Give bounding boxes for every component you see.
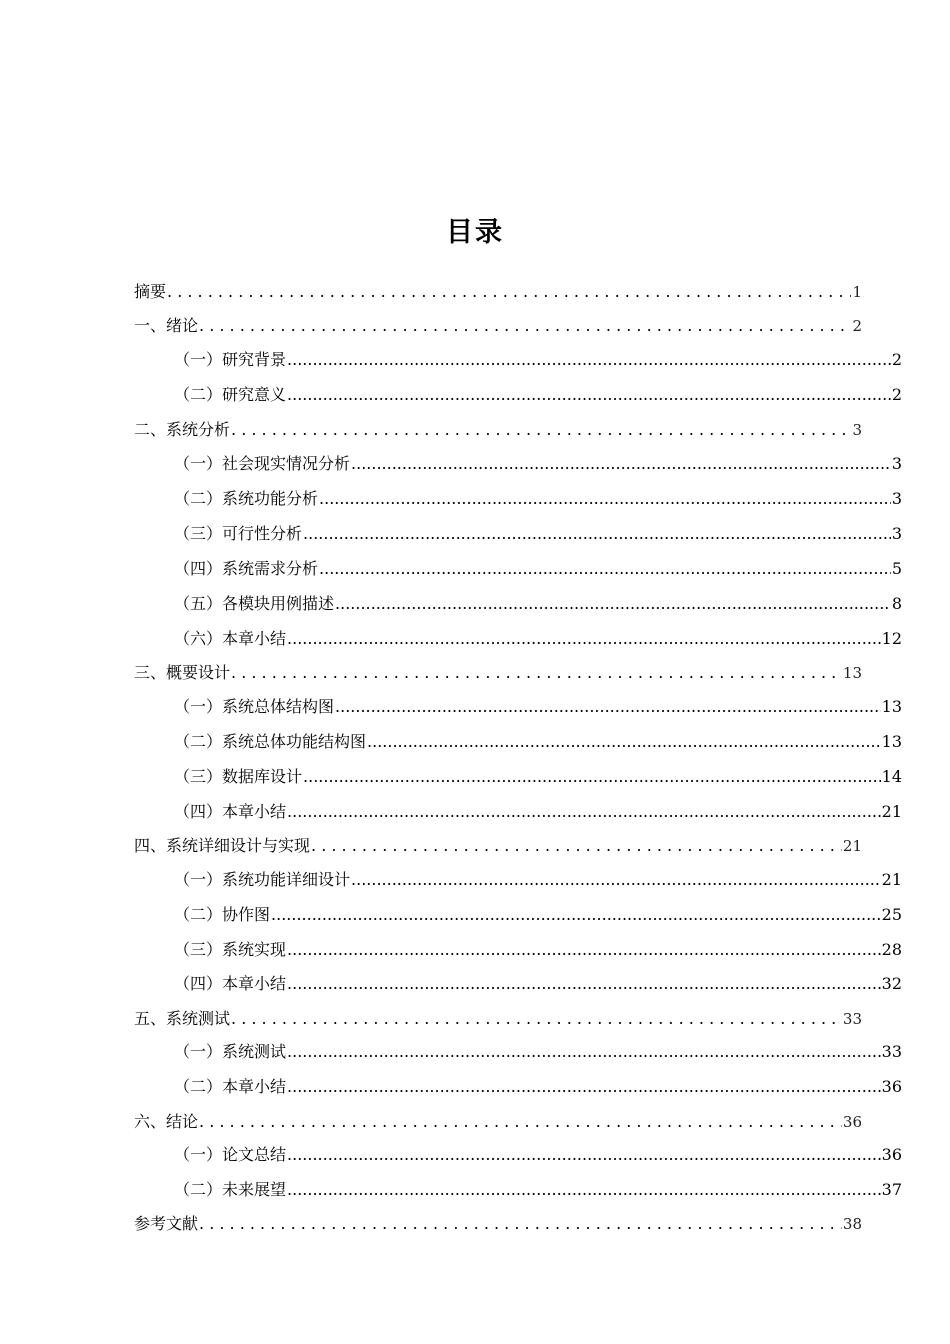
toc-section-entry[interactable] xyxy=(134,802,902,822)
toc-page-number: 13 xyxy=(881,732,902,751)
toc-dot-leader xyxy=(287,940,881,960)
toc-dot-leader xyxy=(287,629,881,649)
toc-dot-leader xyxy=(287,1077,881,1097)
toc-dot-leader xyxy=(335,594,891,614)
toc-section-entry[interactable] xyxy=(134,594,902,614)
toc-section-entry[interactable] xyxy=(134,524,902,544)
toc-page-number: 12 xyxy=(881,629,902,648)
toc-entry-label: （四）本章小结 xyxy=(174,974,287,993)
toc-section-entry[interactable] xyxy=(134,697,902,717)
toc-section-entry[interactable] xyxy=(134,454,902,474)
toc-dot-leader xyxy=(287,1042,881,1062)
toc-entry-label: 三、概要设计 xyxy=(134,663,231,682)
toc-page-number: 3 xyxy=(891,489,902,508)
toc-entry-label: 四、系统详细设计与实现 xyxy=(134,836,311,855)
toc-dot-leader xyxy=(199,1214,842,1234)
toc-dot-leader xyxy=(199,316,851,336)
toc-entry-label: （一）系统功能详细设计 xyxy=(174,870,351,889)
toc-dot-leader xyxy=(335,697,881,717)
toc-dot-leader xyxy=(303,767,881,787)
toc-dot-leader xyxy=(287,1180,881,1200)
toc-chapter-entry[interactable] xyxy=(134,663,862,683)
toc-page-number: 36 xyxy=(881,1077,902,1096)
toc-section-entry[interactable] xyxy=(134,940,902,960)
toc-dot-leader xyxy=(351,454,891,474)
toc-section-entry[interactable] xyxy=(134,974,902,994)
toc-section-entry[interactable] xyxy=(134,1145,902,1165)
toc-entry-label: （三）可行性分析 xyxy=(174,524,303,543)
toc-page-number: 38 xyxy=(842,1215,862,1233)
toc-page-number: 28 xyxy=(881,940,902,959)
toc-entry-label: （二）未来展望 xyxy=(174,1180,287,1199)
toc-section-entry[interactable] xyxy=(134,489,902,509)
toc-dot-leader xyxy=(351,870,881,890)
toc-section-entry[interactable] xyxy=(134,732,902,752)
toc-page-number: 5 xyxy=(891,559,902,578)
toc-entry-label: （一）系统总体结构图 xyxy=(174,697,335,716)
toc-dot-leader xyxy=(367,732,881,752)
toc-chapter-entry[interactable] xyxy=(134,420,862,440)
toc-entry-label: 参考文献 xyxy=(134,1214,199,1233)
toc-page-number: 36 xyxy=(842,1113,862,1131)
toc-entry-label: 五、系统测试 xyxy=(134,1009,231,1028)
toc-dot-leader xyxy=(167,282,851,302)
toc-dot-leader xyxy=(319,559,891,579)
toc-entry-label: （二）协作图 xyxy=(174,905,271,924)
toc-dot-leader xyxy=(287,350,891,370)
toc-page-number: 37 xyxy=(881,1180,902,1199)
toc-page-number: 2 xyxy=(891,350,902,369)
toc-entry-label: （二）系统总体功能结构图 xyxy=(174,732,367,751)
toc-section-entry[interactable] xyxy=(134,1180,902,1200)
toc-section-entry[interactable] xyxy=(134,870,902,890)
toc-chapter-entry[interactable] xyxy=(134,316,862,336)
toc-entry-label: （一）研究背景 xyxy=(174,350,287,369)
toc-entry-label: （一）论文总结 xyxy=(174,1145,287,1164)
toc-entry-label: 一、绪论 xyxy=(134,316,199,335)
toc-chapter-entry[interactable] xyxy=(134,1214,862,1234)
toc-page-number: 3 xyxy=(891,524,902,543)
toc-entry-label: （四）本章小结 xyxy=(174,802,287,821)
toc-page-number: 33 xyxy=(881,1042,902,1061)
toc-dot-leader xyxy=(199,1112,842,1132)
toc-chapter-entry[interactable] xyxy=(134,282,862,302)
toc-dot-leader xyxy=(231,663,842,683)
toc-dot-leader xyxy=(231,1009,842,1029)
toc-entry-label: 摘要 xyxy=(134,282,167,301)
toc-dot-leader xyxy=(231,420,851,440)
toc-page-number: 1 xyxy=(852,283,862,301)
toc-page-number: 3 xyxy=(852,421,862,439)
toc-entry-label: 六、结论 xyxy=(134,1112,199,1131)
toc-section-entry[interactable] xyxy=(134,385,902,405)
toc-dot-leader xyxy=(287,385,891,405)
toc-page-number: 25 xyxy=(881,905,902,924)
toc-section-entry[interactable] xyxy=(134,1077,902,1097)
toc-dot-leader xyxy=(287,802,881,822)
toc-page-number: 14 xyxy=(881,767,902,786)
toc-entry-label: （六）本章小结 xyxy=(174,629,287,648)
toc-entry-label: （一）社会现实情况分析 xyxy=(174,454,351,473)
toc-entry-label: （二）本章小结 xyxy=(174,1077,287,1096)
toc-page-number: 21 xyxy=(881,802,902,821)
toc-page-number: 21 xyxy=(881,870,902,889)
page-title: 目录 xyxy=(446,217,504,248)
toc-entry-label: 二、系统分析 xyxy=(134,420,231,439)
toc-entry-label: （三）数据库设计 xyxy=(174,767,303,786)
toc-entry-label: （二）研究意义 xyxy=(174,385,287,404)
toc-page-number: 3 xyxy=(891,454,902,473)
toc-section-entry[interactable] xyxy=(134,350,902,370)
toc-entry-label: （一）系统测试 xyxy=(174,1042,287,1061)
toc-page-number: 21 xyxy=(842,837,862,855)
toc-page-number: 2 xyxy=(891,385,902,404)
toc-entry-label: （二）系统功能分析 xyxy=(174,489,319,508)
toc-chapter-entry[interactable] xyxy=(134,1009,862,1029)
toc-dot-leader xyxy=(311,836,842,856)
toc-dot-leader xyxy=(319,489,891,509)
toc-chapter-entry[interactable] xyxy=(134,1112,862,1132)
toc-dot-leader xyxy=(271,905,881,925)
toc-page-number: 32 xyxy=(881,974,902,993)
toc-chapter-entry[interactable] xyxy=(134,836,862,856)
toc-dot-leader xyxy=(303,524,891,544)
toc-section-entry[interactable] xyxy=(134,559,902,579)
toc-page-number: 13 xyxy=(842,664,862,682)
toc-entry-label: （五）各模块用例描述 xyxy=(174,594,335,613)
toc-section-entry[interactable] xyxy=(134,905,902,925)
toc-page-number: 33 xyxy=(842,1010,862,1028)
toc-dot-leader xyxy=(287,1145,881,1165)
toc-entry-label: （四）系统需求分析 xyxy=(174,559,319,578)
toc-section-entry[interactable] xyxy=(134,629,902,649)
toc-page-number: 13 xyxy=(881,697,902,716)
toc-page-number: 36 xyxy=(881,1145,902,1164)
toc-entry-label: （三）系统实现 xyxy=(174,940,287,959)
toc-dot-leader xyxy=(287,974,881,994)
toc-section-entry[interactable] xyxy=(134,1042,902,1062)
toc-page-number: 8 xyxy=(891,594,902,613)
toc-page-number: 2 xyxy=(852,317,862,335)
toc-section-entry[interactable] xyxy=(134,767,902,787)
